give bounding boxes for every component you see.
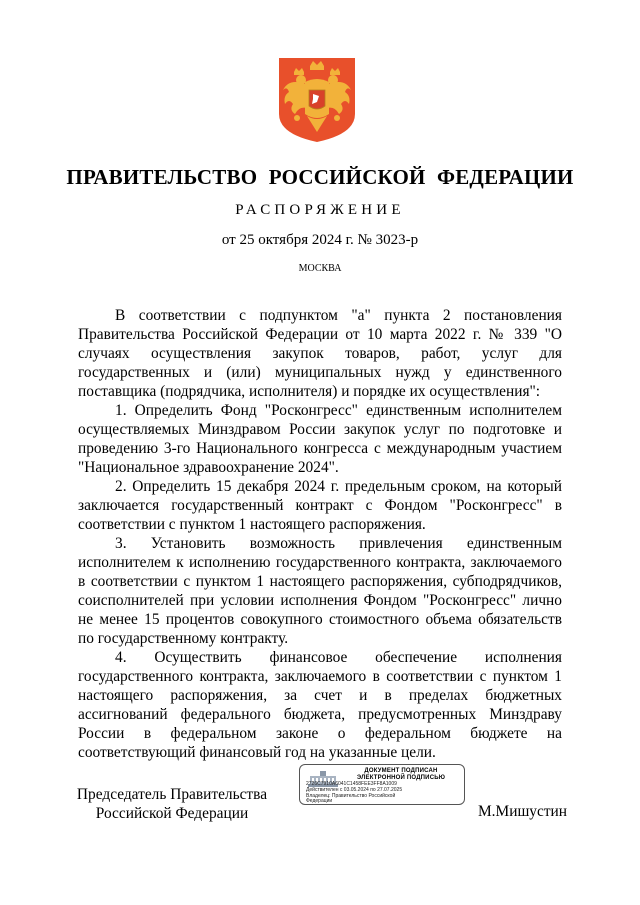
document-body — [78, 306, 562, 762]
signer-title-line-2: Российской Федерации — [95, 805, 249, 822]
stamp-title-line-2: ЭЛЕКТРОННОЙ ПОДПИСЬЮ — [356, 775, 446, 781]
stamp-validity: Действителен с 03.05.2024 по 27.07.2025 — [306, 787, 403, 793]
preamble-paragraph: В соответствии с подпунктом "а" пункта 2 постановления Правительства Российской Федерации от 10 марта 2022 г. № 339 "О случаях осуществления закупок товаров, работ, услуг для государственных и (или) муниципальных нужд у единственного поставщика (подрядчика, исполнителя) и порядке их осуществления": — [78, 307, 562, 400]
clause-2: 2. Определить 15 декабря 2024 г. предельным сроком, на который заключается государственный контракт с Фондом "Росконгресс" в соответствии с пунктом 1 настоящего распоряжения. — [78, 478, 562, 533]
russian-coat-of-arms-icon — [277, 56, 357, 144]
stamp-owner-line-2: Федерации — [306, 798, 333, 804]
clause-3: 3. Установить возможность привлечения единственным исполнителем к исполнению государственного контракта, заключаемого в соответствии с пунктом 1 настоящего распоряжения, субподрядчиков, соисполнителей при условии исполнения Фондом "Росконгресс" лично не менее 15 процентов совокупного стоимостного объема обязательств по государственному контракту. — [78, 535, 562, 647]
document-date-number: от 25 октября 2024 г. № 3023-р — [221, 232, 419, 248]
organization-title: ПРАВИТЕЛЬСТВО РОССИЙСКОЙ ФЕДЕРАЦИИ — [66, 165, 574, 189]
electronic-signature-stamp — [299, 764, 465, 805]
signer-name: М.Мишустин — [478, 803, 568, 820]
signer-title — [76, 785, 268, 823]
stamp-owner-line-1: Владелец: Правительство Российской — [306, 793, 396, 799]
document-city: МОСКВА — [298, 263, 342, 274]
clause-4: 4. Осуществить финансовое обеспечение исполнения государственного контракта, заключаемого в соответствии с пунктом 1 настоящего распоряжения, за счет и в пределах бюджетных ассигнований федерального бюджета, предусмотренных Минздраву России в федеральном законе о федеральном бюджете на соответствующий финансовый год на указанные цели. — [78, 649, 562, 761]
signer-title-line-1: Председатель Правительства — [76, 786, 268, 803]
stamp-certificate: 2726C7910A6041C1458FEE3FF8A1009 — [306, 781, 397, 787]
document-type: РАСПОРЯЖЕНИЕ — [235, 202, 405, 218]
stamp-title — [342, 768, 460, 782]
stamp-title-line-1: ДОКУМЕНТ ПОДПИСАН — [364, 768, 438, 774]
clause-1: 1. Определить Фонд "Росконгресс" единственным исполнителем осуществляемых Минздравом России закупок услуг по подготовке и проведению 3-го Национального конгресса с международным участием "Национальное здравоохранение 2024". — [78, 402, 562, 476]
